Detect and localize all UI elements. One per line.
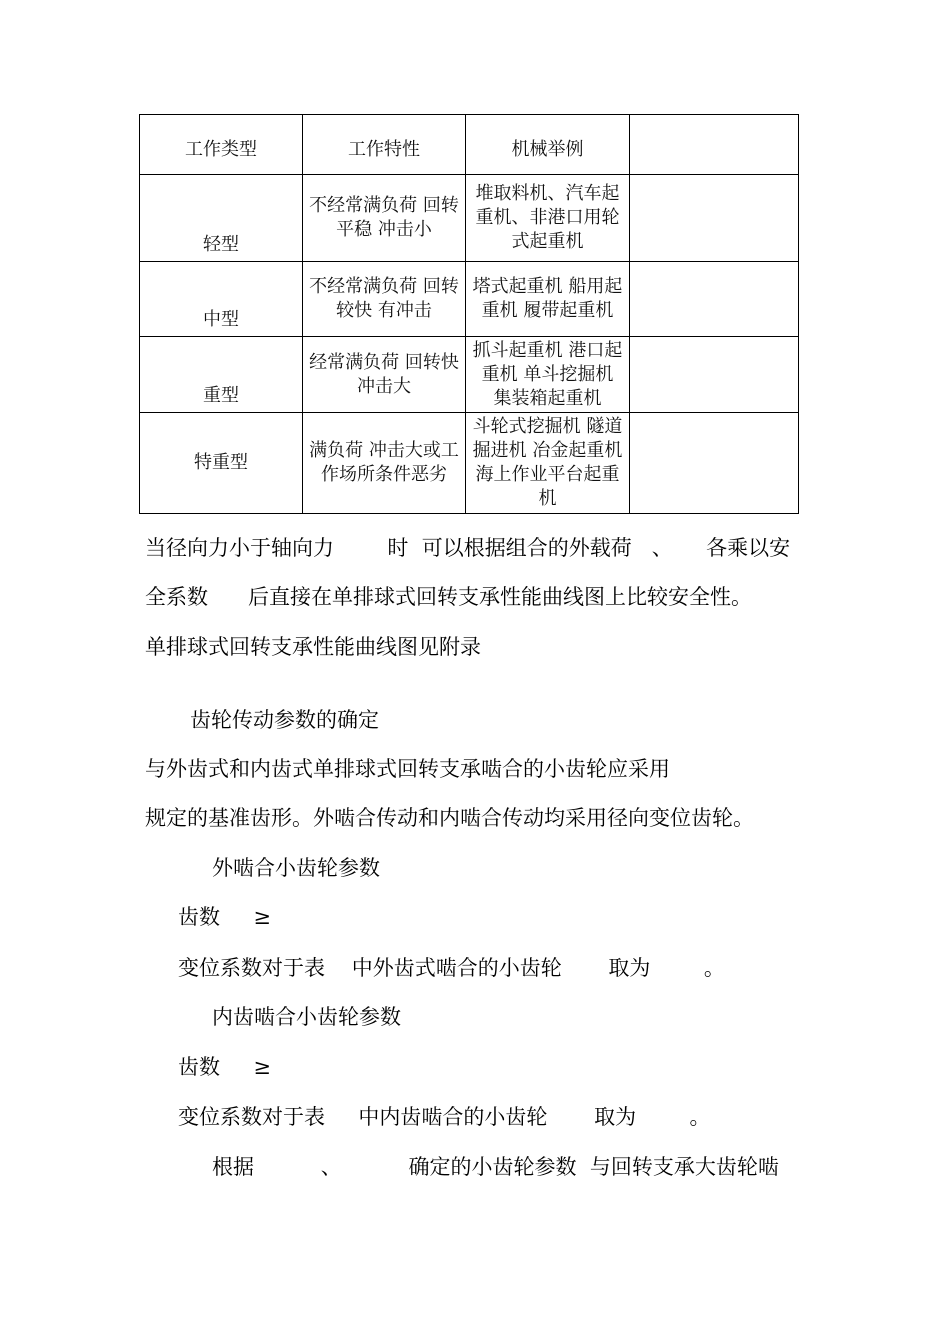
example-cell: 塔式起重机 船用起重机 履带起重机 [466,262,630,337]
paragraph-line: 变位系数对于表 中外齿式啮合的小齿轮 取为 。 [178,956,725,980]
table-row [140,413,799,514]
header-machine-example: 机械举例 [466,115,630,175]
extra-cell [630,413,799,514]
example-cell: 堆取料机、汽车起重机、非港口用轮式起重机 [466,175,630,262]
table-row [140,262,799,337]
feature-cell: 满负荷 冲击大或工作场所条件恶劣 [303,413,466,514]
feature-cell: 不经常满负荷 回转较快 有冲击 [303,262,466,337]
example-cell: 抓斗起重机 港口起重机 单斗挖掘机 集装箱起重机 [466,337,630,413]
feature-cell: 不经常满负荷 回转平稳 冲击小 [303,175,466,262]
table-row [140,337,799,413]
header-blank [630,115,799,175]
section-heading: 齿轮传动参数的确定 [190,708,379,732]
feature-cell: 经常满负荷 回转快 冲击大 [303,337,466,413]
paragraph-line: 变位系数对于表 中内齿啮合的小齿轮 取为 。 [178,1105,711,1129]
paragraph-line: 根据 、 确定的小齿轮参数 与回转支承大齿轮啮 [212,1155,779,1179]
example-cell: 斗轮式挖掘机 隧道掘进机 冶金起重机 海上作业平台起重机 [466,413,630,514]
paragraph-line: 单排球式回转支承性能曲线图见附录 [145,635,481,659]
work-type-table [139,114,799,514]
subsection-heading: 外啮合小齿轮参数 [212,856,380,880]
extra-cell [630,262,799,337]
header-work-feature: 工作特性 [303,115,466,175]
type-cell: 轻型 [140,175,303,262]
paragraph-line: 齿数 ≥ [178,905,271,929]
paragraph-line: 当径向力小于轴向力 时 可以根据组合的外载荷 、 各乘以安 [145,536,791,560]
table-header-row [140,115,799,175]
subsection-heading: 内齿啮合小齿轮参数 [212,1005,401,1029]
paragraph-line: 全系数 后直接在单排球式回转支承性能曲线图上比较安全性。 [145,585,753,609]
paragraph-line: 与外齿式和内齿式单排球式回转支承啮合的小齿轮应采用 [145,757,670,781]
table-row [140,175,799,262]
type-cell: 中型 [140,262,303,337]
paragraph-line: 规定的基准齿形。外啮合传动和内啮合传动均采用径向变位齿轮。 [145,806,754,830]
paragraph-line: 齿数 ≥ [178,1055,271,1079]
extra-cell [630,175,799,262]
extra-cell [630,337,799,413]
type-cell: 特重型 [140,413,303,514]
type-cell: 重型 [140,337,303,413]
header-work-type: 工作类型 [140,115,303,175]
